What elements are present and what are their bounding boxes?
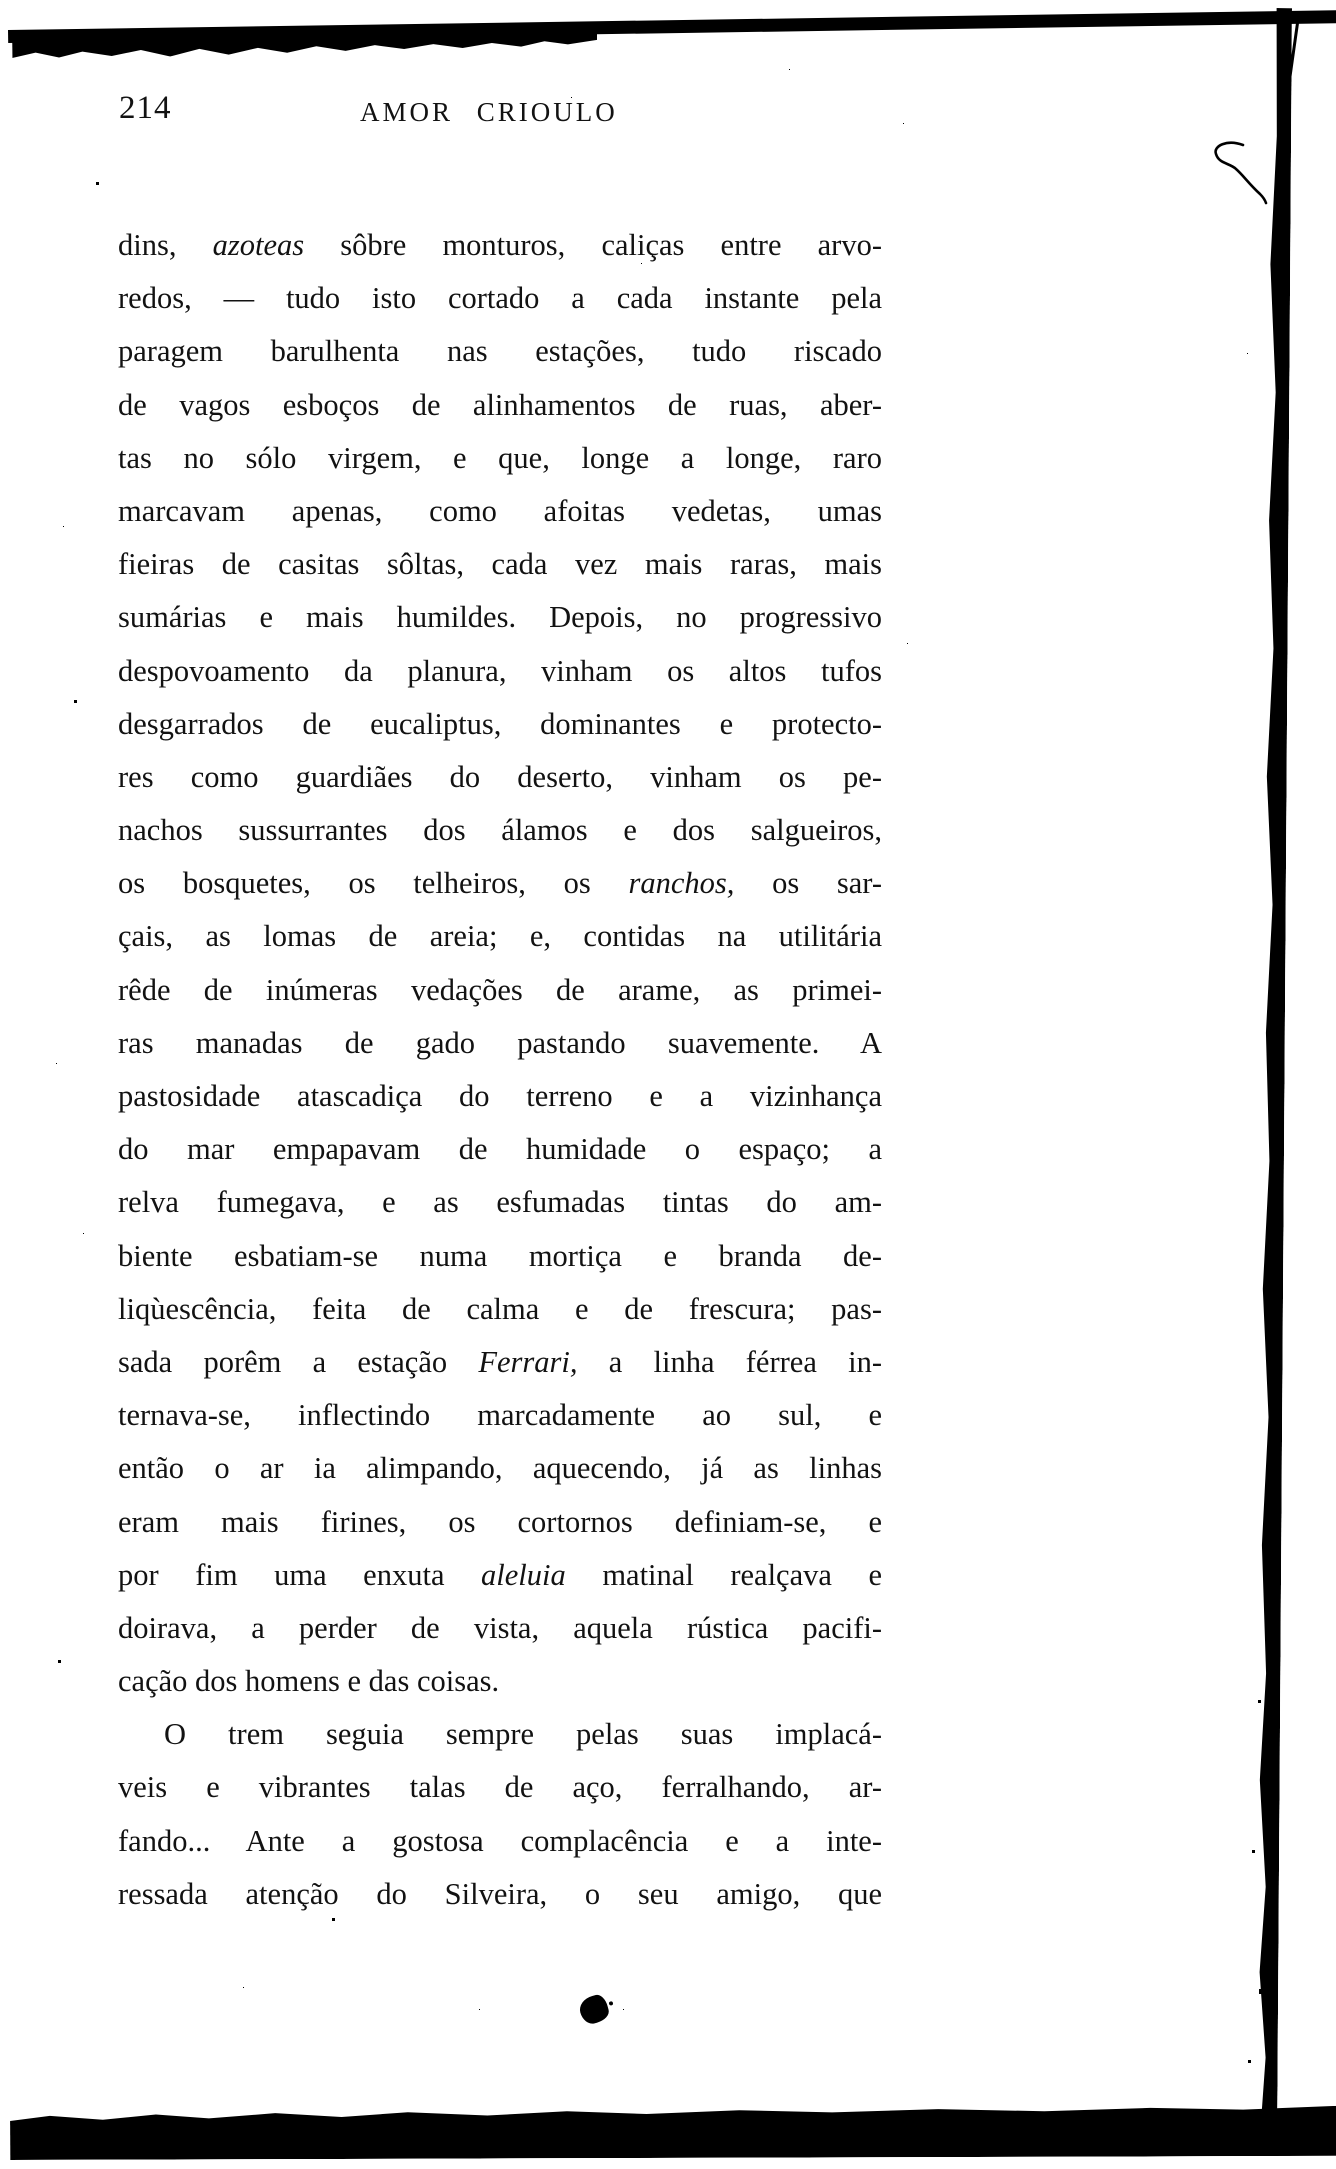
text-line: pastosidade atascadiça do terreno e a vizinhança	[118, 1079, 882, 1113]
text-line: doirava, a perder de vista, aquela rústica pacifi-	[118, 1610, 882, 1645]
text-line: veis e vibrantes talas de aço, ferralhando, ar-	[118, 1770, 882, 1805]
text-line: despovoamento da planura, vinham os altos tufos	[118, 653, 882, 688]
text-line: cação dos homens e das coisas.	[118, 1664, 500, 1699]
text-line: do mar empapavam de humidade o espaço; a	[118, 1132, 882, 1167]
text-line: eram mais firines, os cortornos definiam-se, e	[118, 1504, 882, 1539]
text-line: por fim uma enxuta aleluia matinal realçava e	[118, 1557, 883, 1592]
text-line: sada porêm a estação Ferrari, a linha férrea in-	[118, 1344, 882, 1379]
text-line: ras manadas de gado pastando suavemente. A	[118, 1025, 882, 1060]
text-line: tas no sólo virgem, e que, longe a longe, raro	[118, 440, 882, 475]
text-line: sumárias e mais humildes. Depois, no progressivo	[118, 600, 882, 635]
hair-curl-mark	[1205, 138, 1277, 212]
text-line: paragem barulhenta nas estações, tudo riscado	[118, 334, 882, 369]
running-title: AMOR CRIOULO	[360, 97, 618, 127]
scan-noise-specks	[0, 0, 3, 3]
text-line: os bosquetes, os telheiros, os ranchos, os sar-	[118, 866, 882, 901]
text-line: marcavam apenas, como afoitas vedetas, umas	[118, 493, 882, 528]
scan-edge-right-band	[1255, 8, 1292, 2143]
text-line: liqùescência, feita de calma e de frescura; pas-	[118, 1291, 882, 1326]
text-line: biente esbatiam-se numa mortiça e branda de-	[118, 1238, 882, 1273]
text-line: dins, azoteas sôbre monturos, caliças entre arvo-	[118, 228, 882, 262]
body-text	[118, 219, 882, 1921]
text-line: fando... Ante a gostosa complacência e a inte-	[118, 1823, 882, 1858]
ink-blot-mark	[577, 1993, 611, 2026]
text-line: de vagos esboços de alinhamentos de ruas, aber-	[118, 387, 882, 422]
text-line: res como guardiães do deserto, vinham os pe-	[118, 759, 882, 794]
text-line: relva fumegava, e as esfumadas tintas do am-	[118, 1185, 882, 1220]
text-line: então o ar ia alimpando, aquecendo, já as linhas	[118, 1451, 882, 1486]
page-number: 214	[119, 90, 172, 126]
scan-edge-bottom-band	[10, 2106, 1336, 2160]
text-line: ternava-se, inflectindo marcadamente ao sul, e	[118, 1398, 882, 1433]
text-line: nachos sussurrantes dos álamos e dos salgueiros,	[118, 813, 882, 848]
text-line: fieiras de casitas sôltas, cada vez mais raras, mais	[118, 547, 882, 582]
text-line: çais, as lomas de areia; e, contidas na utilitária	[118, 919, 882, 954]
text-line: desgarrados de eucaliptus, dominantes e protecto-	[118, 706, 882, 741]
text-line: redos, — tudo isto cortado a cada instante pela	[118, 281, 882, 316]
text-line: O trem seguia sempre pelas suas implacá-	[164, 1717, 882, 1752]
text-line: ressada atenção do Silveira, o seu amigo, que	[118, 1876, 882, 1911]
text-line: rêde de inúmeras vedações de arame, as primei-	[118, 972, 882, 1007]
